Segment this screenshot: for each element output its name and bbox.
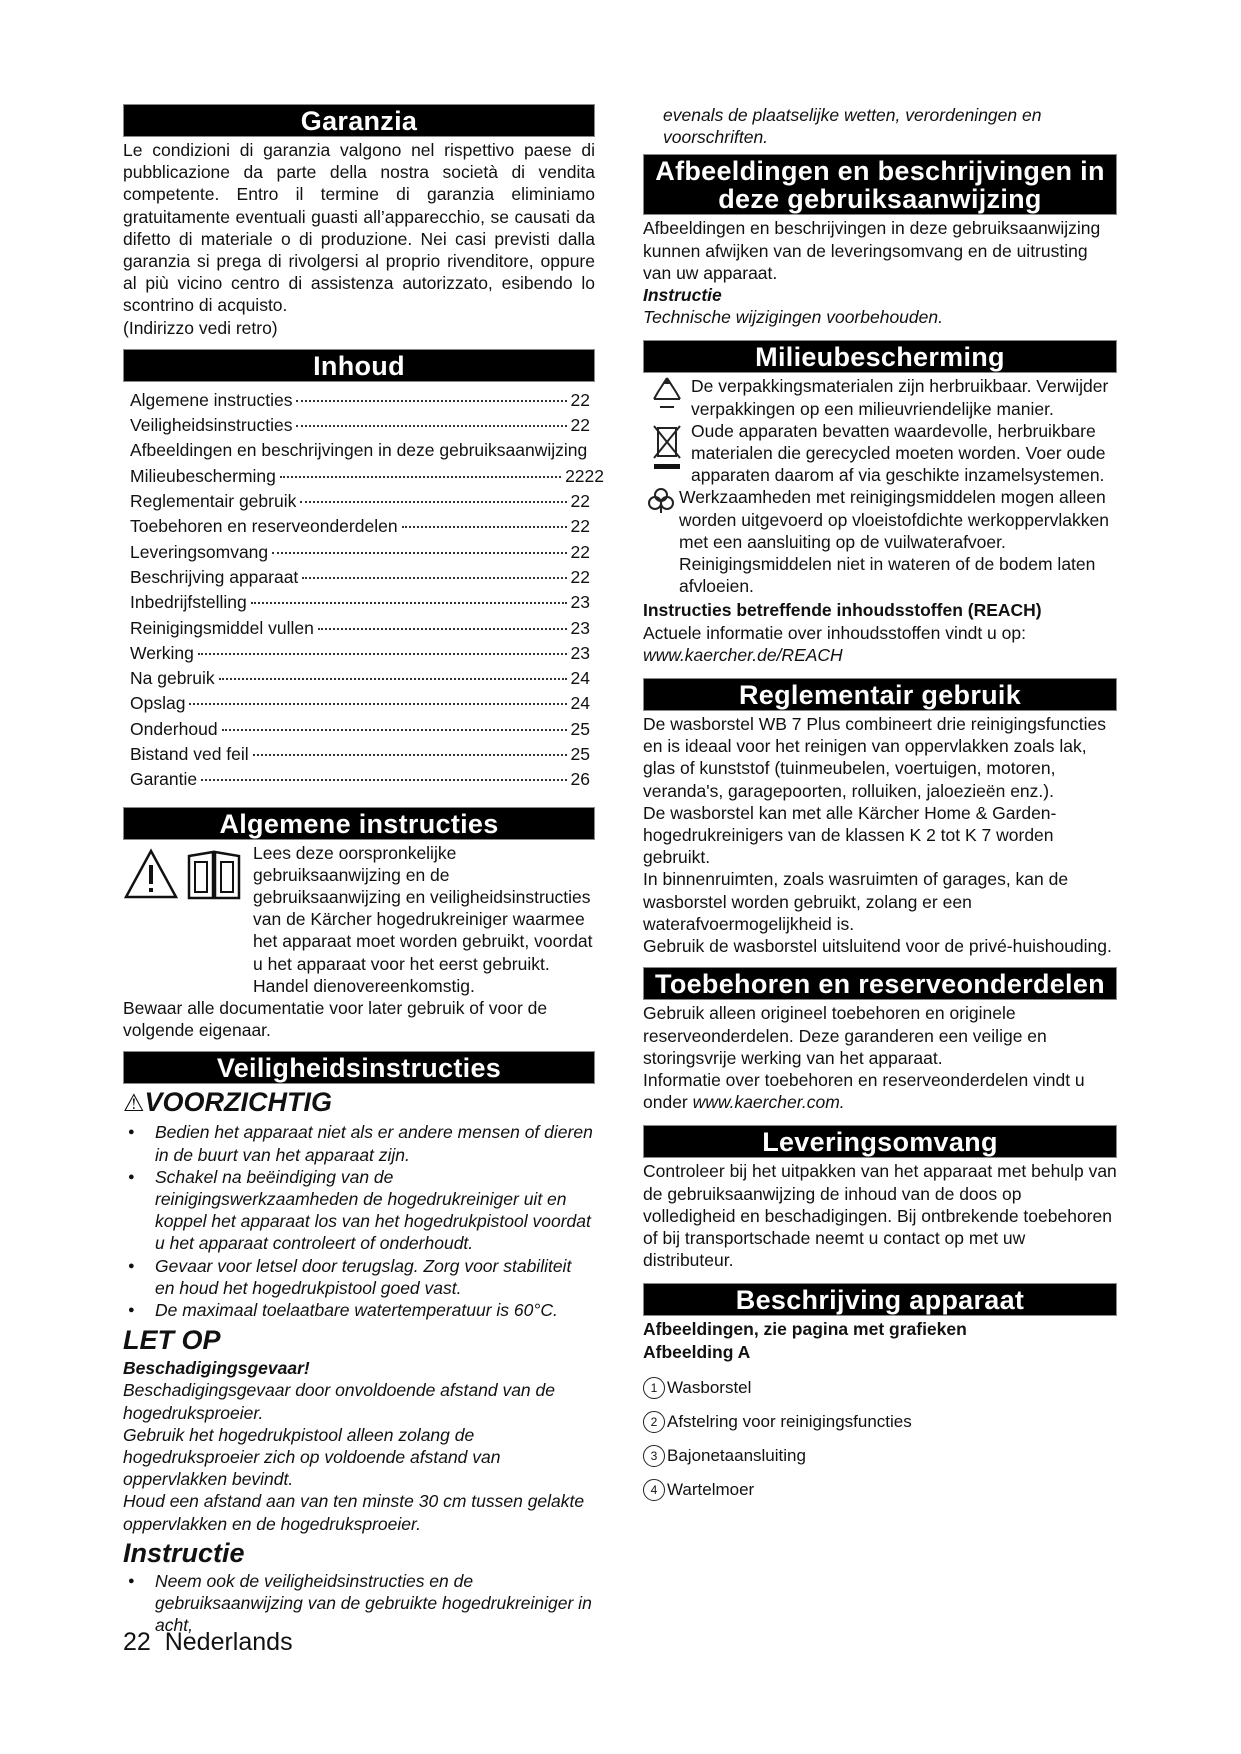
safety-bullet: ● Bedien het apparaat niet als er andere mensen of dieren in de buurt van het apparaat zijn. [123,1121,595,1165]
toc-leader [272,552,566,554]
toc-leader [296,400,566,402]
section-header-inhoud: Inhoud [123,349,595,382]
levering-body: Controleer bij het uitpakken van het apparaat met behulp van de gebruiksaanwijzing de inhoud van de doos op volledigheid en beschadigingen. Bij ontbrekende toebehoren of bij transportschade neemt u contact op met uw distributeur. [643,1161,1117,1271]
section-header-beschrijving: Beschrijving apparaat [643,1283,1117,1316]
toc-item[interactable] [130,641,590,666]
toc-leader [189,703,566,705]
toc-leader [318,628,567,630]
milieu-weee-row [643,420,1117,487]
damage-text-2: Gebruik het hogedrukpistool alleen zolang de hogedruksproeier zich op voldoende afstand van oppervlakken bevindt. [123,1424,501,1490]
instructie-bullet-list [123,1570,595,1637]
toc-item[interactable] [130,590,590,615]
safety-bullet: ● De maximaal toelaatbare watertemperatuur is 60°C. [123,1299,595,1321]
reglementair-p4: Gebruik de wasborstel uitsluitend voor de privé-huishouding. [643,936,1112,957]
toc-label: Reinigingsmiddel vullen [130,617,314,638]
component-label: Bajonetaansluiting [667,1445,806,1465]
footer-language: Nederlands [164,1628,293,1656]
toc-label: Afbeeldingen en beschrijvingen in deze gebruiksaanwijzing [130,440,588,461]
toc-item[interactable] [130,489,590,514]
component-number: 3 [643,1445,665,1467]
toc-label: Leveringsomvang [130,541,269,562]
toc-label: Milieubescherming [130,465,276,486]
section-header-garanzia: Garanzia [123,104,595,137]
toc-page: 22 [570,415,590,436]
toc-leader [300,501,566,503]
recycle-icon [643,375,691,411]
toc-page: 22 [570,541,590,562]
toc-leader [296,425,566,427]
reglementair-p2: De wasborstel kan met alle Kärcher Home & Garden-hogedrukreinigers van de klassen K 2 tot K 7 worden gebruikt. [643,802,1057,868]
safety-bullet-list [123,1121,595,1321]
toc-label: Veiligheidsinstructies [130,415,293,436]
toebehoren-p2 [643,1069,1117,1113]
component-item [643,1439,1117,1473]
beschrijving-sub2: Afbeelding A [643,1341,751,1362]
component-number: 2 [643,1411,665,1433]
toc-page: 25 [570,743,590,764]
afbeeldingen-instructie-text: Technische wijzigingen voorbehouden. [643,307,943,328]
toc-label: Inbedrijfstelling [130,592,247,613]
letop-heading: LET OP [123,1325,221,1356]
toc-item[interactable] [130,717,590,742]
safety-bullet: ● Gevaar voor letsel door terugslag. Zorg voor stabiliteit en houd het hogedrukpistool goed vast. [123,1255,595,1299]
algemene-body-2: Bewaar alle documentatie voor later gebruik of voor de volgende eigenaar. [123,998,548,1041]
warning-triangle-icon [123,848,179,900]
component-label: Afstelring voor reinigingsfuncties [667,1411,912,1431]
section-header-milieu: Milieubescherming [643,340,1117,373]
instructie-bullet: ● Neem ook de veiligheidsinstructies en de gebruiksaanwijzing van de gebruikte hogedrukreiniger in acht, [123,1570,595,1637]
toc-leader [219,678,567,680]
damage-text-1: Beschadigingsgevaar door onvoldoende afstand van de hogedruksproeier. [123,1380,555,1423]
milieu-packaging-row [643,375,1117,419]
toc-page: 22 [570,566,590,587]
toc-label: Garantie [130,769,198,790]
toc-label: Bistand ved feil [130,743,249,764]
read-manual-icon [185,848,243,902]
toc-item[interactable] [130,514,590,539]
page-number: 22 [123,1628,151,1656]
toc-label: Werking [130,642,194,663]
toc-leader [253,754,567,756]
toc-page: 22 [565,465,585,486]
toc-page: 22 [570,491,590,512]
section-header-reglementair: Reglementair gebruik [643,678,1117,711]
crossed-bin-icon [643,420,691,470]
left-column [123,104,604,1636]
page-footer [123,1628,293,1657]
warning-heading [123,1087,595,1119]
algemene-body: Lees deze oorspronkelijke gebruiksaanwijzing en de gebruiksaanwijzing en veiligheidsinstructies van de Kärcher hogedrukreiniger waarmee het apparaat moet worden gebruikt, voordat u het apparaat voor het eerst gebruikt. Handel dienovereenkomstig. [253,842,593,996]
safety-bullet: ● Schakel na beëindiging van de reinigingswerkzaamheden de hogedrukreiniger uit en koppel het apparaat los van het hogedrukpistool voordat u het apparaat controleert of onderhoudt. [123,1166,595,1255]
damage-text-3: Houd een afstand aan van ten minste 30 cm tussen gelakte oppervlakken en de hogedruksproeier. [123,1491,585,1534]
table-of-contents [130,388,604,793]
reach-title: Instructies betreffende inhoudsstoffen (REACH) [643,600,1042,621]
toc-leader [251,602,567,604]
toc-leader [201,779,566,781]
algemene-intro [123,842,595,997]
component-label: Wartelmoer [667,1479,755,1499]
toebehoren-p2-text: Informatie over toebehoren en reserveonderdelen vindt u onder [643,1069,1085,1113]
toc-label: Algemene instructies [130,389,293,410]
toc-page: 25 [570,718,590,739]
garanzia-body: Le condizioni di garanzia valgono nel rispettivo paese di pubblicazione da parte della nostra società di vendita competente. Entro il termine di garanzia eliminiamo gratuitamente eventuali guasti all’apparecchio, se causati da difetto di materiale o di produzione. Nei casi previsti dalla garanzia si prega di rivolgersi al proprio rivenditore, oppure al più vicino centro di assistenza autorizzato, esibendo lo scontrino di acquisto. [123,140,595,316]
toc-page: 24 [570,668,590,689]
section-header-levering: Leveringsomvang [643,1125,1117,1158]
warning-label: VOORZICHTIG [144,1087,333,1118]
reglementair-p1: De wasborstel WB 7 Plus combineert drie reinigingsfuncties en is ideaal voor het reinigen van oppervlakken zoals lak, glas of kunststof (tuinmeubelen, voertuigen, motoren, veranda's, garagepoorten, rolluiken, jaloezieën enz.). [643,714,1106,801]
section-header-algemene: Algemene instructies [123,807,595,840]
toebehoren-url[interactable]: www.kaercher.com. [692,1092,845,1113]
toc-page: 22 [570,516,590,537]
toc-page: 23 [570,592,590,613]
toc-leader [402,526,567,528]
reglementair-p3: In binnenruimten, zoals wasruimten of garages, kan de wasborstel worden gebruikt, zolang er een waterafvoermogelijkheid is. [643,869,1069,934]
toc-leader [280,476,561,478]
component-number: 4 [643,1479,665,1501]
toc-item[interactable] [130,691,590,716]
water-protection-icon [643,486,679,514]
warning-triangle-small-icon: ⚠ [123,1090,145,1118]
toc-item[interactable] [130,464,585,489]
toc-item[interactable] [130,767,590,792]
toc-label: Na gebruik [130,668,215,689]
manual-warning-icons [123,842,253,902]
toebehoren-p1: Gebruik alleen origineel toebehoren en originele reserveonderdelen. Deze garanderen een veilige en storingsvrije werking van het apparaat. [643,1003,1047,1068]
toc-leader [198,653,567,655]
toc-leader [302,577,566,579]
reach-url[interactable]: www.kaercher.de/REACH [643,644,843,665]
milieu-packaging-text: De verpakkingsmaterialen zijn herbruikbaar. Verwijder verpakkingen op een milieuvriendelijke manier. [691,376,1109,419]
toc-label: Reglementair gebruik [130,491,297,512]
toc-label: Beschrijving apparaat [130,566,299,587]
toc-label: Opslag [130,693,186,714]
component-item [643,1405,1117,1439]
beschrijving-sub1: Afbeeldingen, zie pagina met grafieken [643,1319,967,1340]
toc-item[interactable] [130,666,590,691]
component-list [643,1371,1117,1507]
toc-label: Toebehoren en reserveonderdelen [130,516,398,537]
toc-page: 24 [570,693,590,714]
toc-item[interactable] [130,413,590,438]
component-item [643,1473,1117,1507]
component-label: Wasborstel [667,1377,752,1397]
milieu-weee-text: Oude apparaten bevatten waardevolle, herbruikbare materialen die gerecycled moeten worden. Voer oude apparaten daarom af via geschikte inzamelsystemen. [691,420,1106,486]
reach-text: Actuele informatie over inhoudsstoffen vindt u op: [643,622,1026,643]
toc-item[interactable] [130,742,590,767]
garanzia-address: (Indirizzo vedi retro) [123,317,278,338]
toc-page: 23 [570,642,590,663]
section-header-afbeeldingen: Afbeeldingen en beschrijvingen in deze gebruiksaanwijzing [643,154,1117,215]
toc-page: 22 [584,465,604,486]
milieu-detergent-row [643,486,1117,597]
component-item [643,1371,1117,1405]
continued-text: evenals de plaatselijke wetten, verordeningen en voorschriften. [663,105,1042,148]
toc-item[interactable] [130,616,590,641]
toc-page: 26 [570,769,590,790]
right-column [643,104,1117,1507]
instructie-heading: Instructie [123,1537,245,1568]
afbeeldingen-instructie-label: Instructie [643,285,722,306]
toc-item[interactable] [130,388,590,413]
damage-title: Beschadigingsgevaar! [123,1358,310,1379]
component-number: 1 [643,1377,665,1399]
toc-page: 23 [570,617,590,638]
milieu-detergent-text: Werkzaamheden met reinigingsmiddelen mogen alleen worden uitgevoerd op vloeistofdichte werkoppervlakken met een aansluiting op de vuilwaterafvoer. Reinigingsmiddelen niet in wateren of de bodem laten afvloeien. [679,487,1109,597]
section-header-veiligheid: Veiligheidsinstructies [123,1051,595,1084]
toc-label: Onderhoud [130,718,218,739]
toc-item[interactable] [130,540,590,565]
toc-leader [222,729,567,731]
toc-page: 22 [570,389,590,410]
afbeeldingen-body: Afbeeldingen en beschrijvingen in deze gebruiksaanwijzing kunnen afwijken van de leveringsomvang en de uitrusting van uw apparaat. [643,218,1101,283]
toc-item[interactable] [130,565,590,590]
section-header-toebehoren: Toebehoren en reserveonderdelen [643,967,1117,1000]
